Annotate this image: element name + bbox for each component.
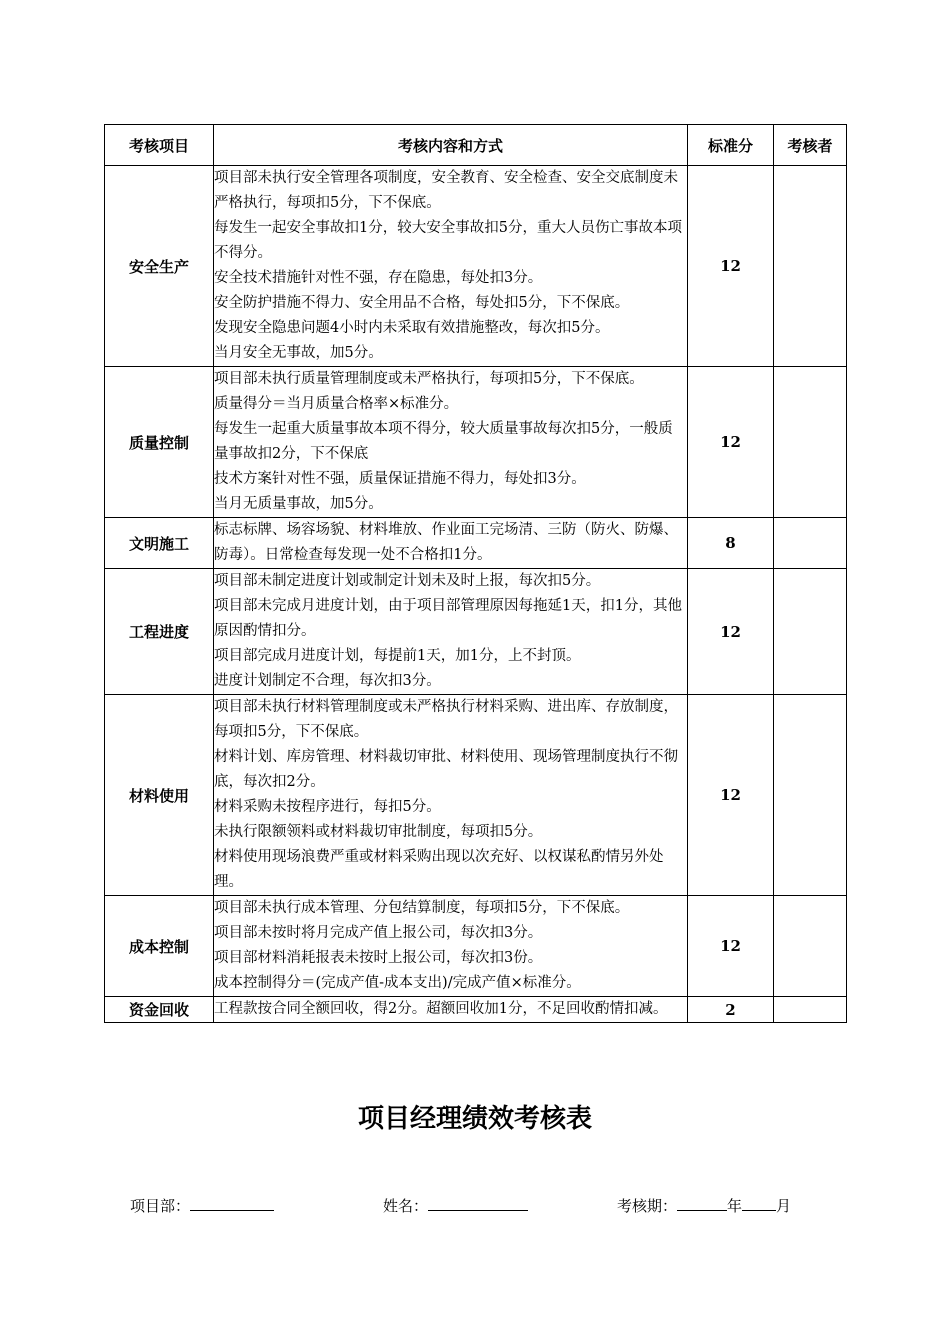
row-score: 12 xyxy=(688,695,774,896)
content-line: 材料采购未按程序进行，每扣5分。 xyxy=(214,799,441,815)
row-score: 12 xyxy=(688,569,774,695)
row-item: 成本控制 xyxy=(105,896,214,997)
content-line: 每发生一起安全事故扣1分，较大安全事故扣5分，重大人员伤亡事故本项不得分。 xyxy=(214,220,682,261)
row-content xyxy=(214,569,688,695)
row-score: 2 xyxy=(688,997,774,1023)
content-line: 标志标牌、场容场貌、材料堆放、作业面工完场清、三防（防火、防爆、防毒）。日常检查每发现一处不合格扣1分。 xyxy=(214,522,678,563)
content-line: 未执行限额领料或材料裁切审批制度，每项扣5分。 xyxy=(214,824,543,840)
content-line: 项目部未执行材料管理制度或未严格执行材料采购、进出库、存放制度，每项扣5分，下不保底。 xyxy=(214,699,678,740)
row-content xyxy=(214,896,688,997)
row-item: 文明施工 xyxy=(105,518,214,569)
row-item: 资金回收 xyxy=(105,997,214,1023)
row-assessor-cell[interactable] xyxy=(774,695,847,896)
row-assessor-cell[interactable] xyxy=(774,569,847,695)
dept-blank[interactable] xyxy=(190,1194,274,1211)
row-assessor-cell[interactable] xyxy=(774,367,847,518)
row-item: 安全生产 xyxy=(105,166,214,367)
content-line: 项目部未完成月进度计划，由于项目部管理原因每拖延1天，扣1分，其他原因酌情扣分。 xyxy=(214,598,682,639)
content-line: 质量得分＝当月质量合格率×标准分。 xyxy=(214,396,459,412)
table-header-row xyxy=(105,125,847,166)
content-line: 项目部未制定进度计划或制定计划未及时上报，每次扣5分。 xyxy=(214,573,601,589)
row-content xyxy=(214,518,688,569)
row-content xyxy=(214,997,688,1023)
table-row xyxy=(105,695,847,896)
content-line: 成本控制得分＝(完成产值-成本支出)/完成产值×标准分。 xyxy=(214,975,581,991)
footer-name xyxy=(383,1194,528,1217)
dept-label: 项目部： xyxy=(130,1197,191,1215)
table-row xyxy=(105,997,847,1023)
page-title: 项目经理绩效考核表 xyxy=(357,1104,592,1134)
content-line: 项目部完成月进度计划，每提前1天，加1分，上不封顶。 xyxy=(214,648,581,664)
row-content xyxy=(214,695,688,896)
row-score: 12 xyxy=(688,166,774,367)
row-content xyxy=(214,367,688,518)
row-assessor-cell[interactable] xyxy=(774,997,847,1023)
content-line: 进度计划制定不合理，每次扣3分。 xyxy=(214,673,441,689)
assessment-table xyxy=(104,124,847,1023)
table-row xyxy=(105,518,847,569)
header-content: 考核内容和方式 xyxy=(214,125,688,166)
content-line: 项目部未按时将月完成产值上报公司，每次扣3分。 xyxy=(214,925,543,941)
footer-dept xyxy=(130,1194,274,1217)
content-line: 安全技术措施针对性不强，存在隐患，每处扣3分。 xyxy=(214,270,543,286)
content-line: 每发生一起重大质量事故本项不得分，较大质量事故每次扣5分，一般质量事故扣2分，下不保底 xyxy=(214,421,673,462)
row-item: 工程进度 xyxy=(105,569,214,695)
table-row xyxy=(105,896,847,997)
row-score: 12 xyxy=(688,367,774,518)
content-line: 当月无质量事故，加5分。 xyxy=(214,496,383,512)
row-content xyxy=(214,166,688,367)
row-item: 质量控制 xyxy=(105,367,214,518)
table-row xyxy=(105,367,847,518)
header-assessor: 考核者 xyxy=(774,125,847,166)
content-line: 技术方案针对性不强，质量保证措施不得力，每处扣3分。 xyxy=(214,471,586,487)
header-score: 标准分 xyxy=(688,125,774,166)
row-assessor-cell[interactable] xyxy=(774,518,847,569)
year-blank[interactable] xyxy=(677,1194,727,1211)
table-row xyxy=(105,569,847,695)
month-blank[interactable] xyxy=(742,1194,776,1211)
content-line: 项目部未执行安全管理各项制度，安全教育、安全检查、安全交底制度未严格执行，每项扣5分，下不保底。 xyxy=(214,170,678,211)
row-item: 材料使用 xyxy=(105,695,214,896)
content-line: 工程款按合同全额回收，得2分。超额回收加1分，不足回收酌情扣减。 xyxy=(214,1001,668,1017)
table-row xyxy=(105,166,847,367)
row-assessor-cell[interactable] xyxy=(774,896,847,997)
content-line: 项目部未执行质量管理制度或未严格执行，每项扣5分，下不保底。 xyxy=(214,371,644,387)
content-line: 当月安全无事故，加5分。 xyxy=(214,345,383,361)
content-line: 材料使用现场浪费严重或材料采购出现以次充好、以权谋私酌情另外处理。 xyxy=(214,849,664,890)
name-label: 姓名： xyxy=(383,1197,429,1215)
content-line: 发现安全隐患问题4小时内未采取有效措施整改，每次扣5分。 xyxy=(214,320,610,336)
header-item: 考核项目 xyxy=(105,125,214,166)
row-score: 8 xyxy=(688,518,774,569)
month-label: 月 xyxy=(776,1197,792,1215)
row-score: 12 xyxy=(688,896,774,997)
row-assessor-cell[interactable] xyxy=(774,166,847,367)
content-line: 材料计划、库房管理、材料裁切审批、材料使用、现场管理制度执行不彻底，每次扣2分。 xyxy=(214,749,678,790)
content-line: 安全防护措施不得力、安全用品不合格，每处扣5分，下不保底。 xyxy=(214,295,630,311)
content-line: 项目部未执行成本管理、分包结算制度，每项扣5分，下不保底。 xyxy=(214,900,630,916)
year-label: 年 xyxy=(727,1197,743,1215)
content-line: 项目部材料消耗报表未按时上报公司，每次扣3份。 xyxy=(214,950,543,966)
name-blank[interactable] xyxy=(428,1194,528,1211)
footer-period xyxy=(617,1194,791,1217)
period-label: 考核期： xyxy=(617,1197,678,1215)
